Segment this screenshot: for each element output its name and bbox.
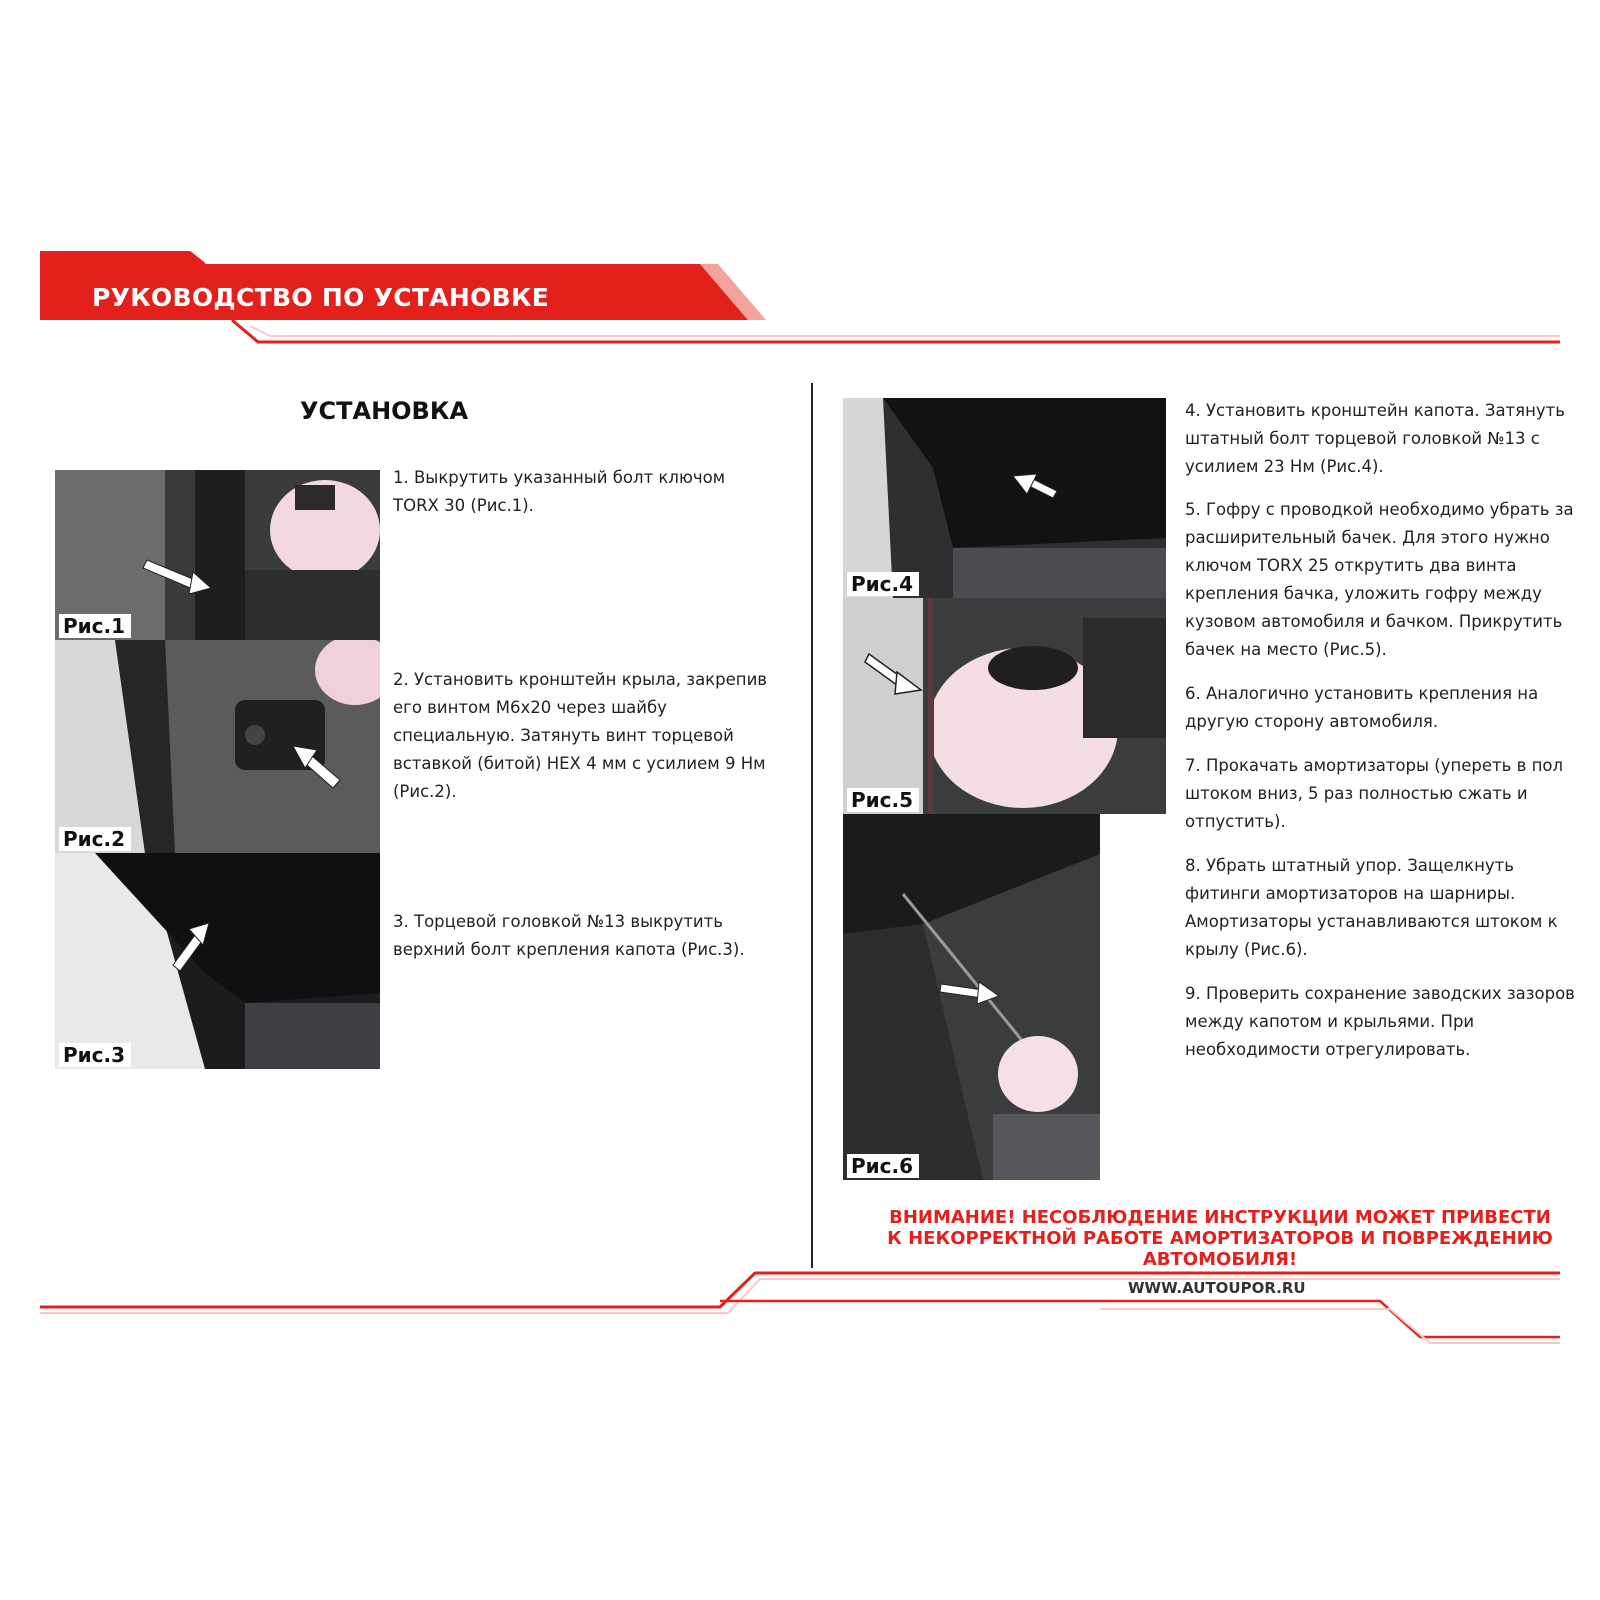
fig5-label: Рис.5 <box>847 788 919 812</box>
step-8: 8. Убрать штатный упор. Защелкнуть фитинги амортизаторов на шарниры. Амортизаторы устанавливаются штоком к крылу (Рис.6). <box>1185 856 1558 959</box>
photo-fig3 <box>55 853 380 1069</box>
header-title: РУКОВОДСТВО ПО УСТАНОВКЕ <box>92 283 550 312</box>
step-2: 2. Установить кронштейн крыла, закрепив его винтом М6х20 через шайбу специальную. Затянуть винт торцевой вставкой (битой) HEX 4 мм с усилием 9 Нм (Рис.2). <box>393 670 768 801</box>
fig2-label: Рис.2 <box>59 827 131 851</box>
photo-fig1 <box>55 470 380 640</box>
fig3-label: Рис.3 <box>59 1043 131 1067</box>
footer-website-link[interactable]: WWW.AUTOUPOR.RU <box>1128 1279 1306 1297</box>
column-divider <box>811 383 813 1268</box>
fig6-label: Рис.6 <box>847 1154 919 1178</box>
step-5: 5. Гофру с проводкой необходимо убрать за расширительный бачек. Для этого нужно ключом TORX 25 открутить два винта крепления бачка, уложить гофру между кузовом автомобиля и бачком. Прикрутить бачек на место (Рис.5). <box>1185 500 1574 659</box>
photo-fig5 <box>843 598 1166 814</box>
step-9: 9. Проверить сохранение заводских зазоров между капотом и крыльями. При необходимости отрегулировать. <box>1185 984 1575 1059</box>
fig1-label: Рис.1 <box>59 614 131 638</box>
warning-notice: ВНИМАНИЕ! НЕСОБЛЮДЕНИЕ ИНСТРУКЦИИ МОЖЕТ ПРИВЕСТИ К НЕКОРРЕКТНОЙ РАБОТЕ АМОРТИЗАТОРОВ И ПОВРЕЖДЕНИЮ АВТОМОБИЛЯ! <box>887 1207 1553 1270</box>
step-4: 4. Установить кронштейн капота. Затянуть штатный болт торцевой головкой №13 с усилием 23 Нм (Рис.4). <box>1185 401 1565 476</box>
step-3: 3. Торцевой головкой №13 выкрутить верхний болт крепления капота (Рис.3). <box>393 912 745 959</box>
section-title: УСТАНОВКА <box>300 397 469 425</box>
fig4-label: Рис.4 <box>847 572 919 596</box>
photo-fig6 <box>843 814 1100 1180</box>
photo-fig4 <box>843 398 1166 598</box>
step-1: 1. Выкрутить указанный болт ключом TORX 30 (Рис.1). <box>393 468 726 515</box>
step-6: 6. Аналогично установить крепления на другую сторону автомобиля. <box>1185 684 1539 731</box>
step-7: 7. Прокачать амортизаторы (упереть в пол штоком вниз, 5 раз полностью сжать и отпустить). <box>1185 756 1564 831</box>
footer-banner <box>0 1265 1600 1355</box>
photo-fig2 <box>55 640 380 853</box>
